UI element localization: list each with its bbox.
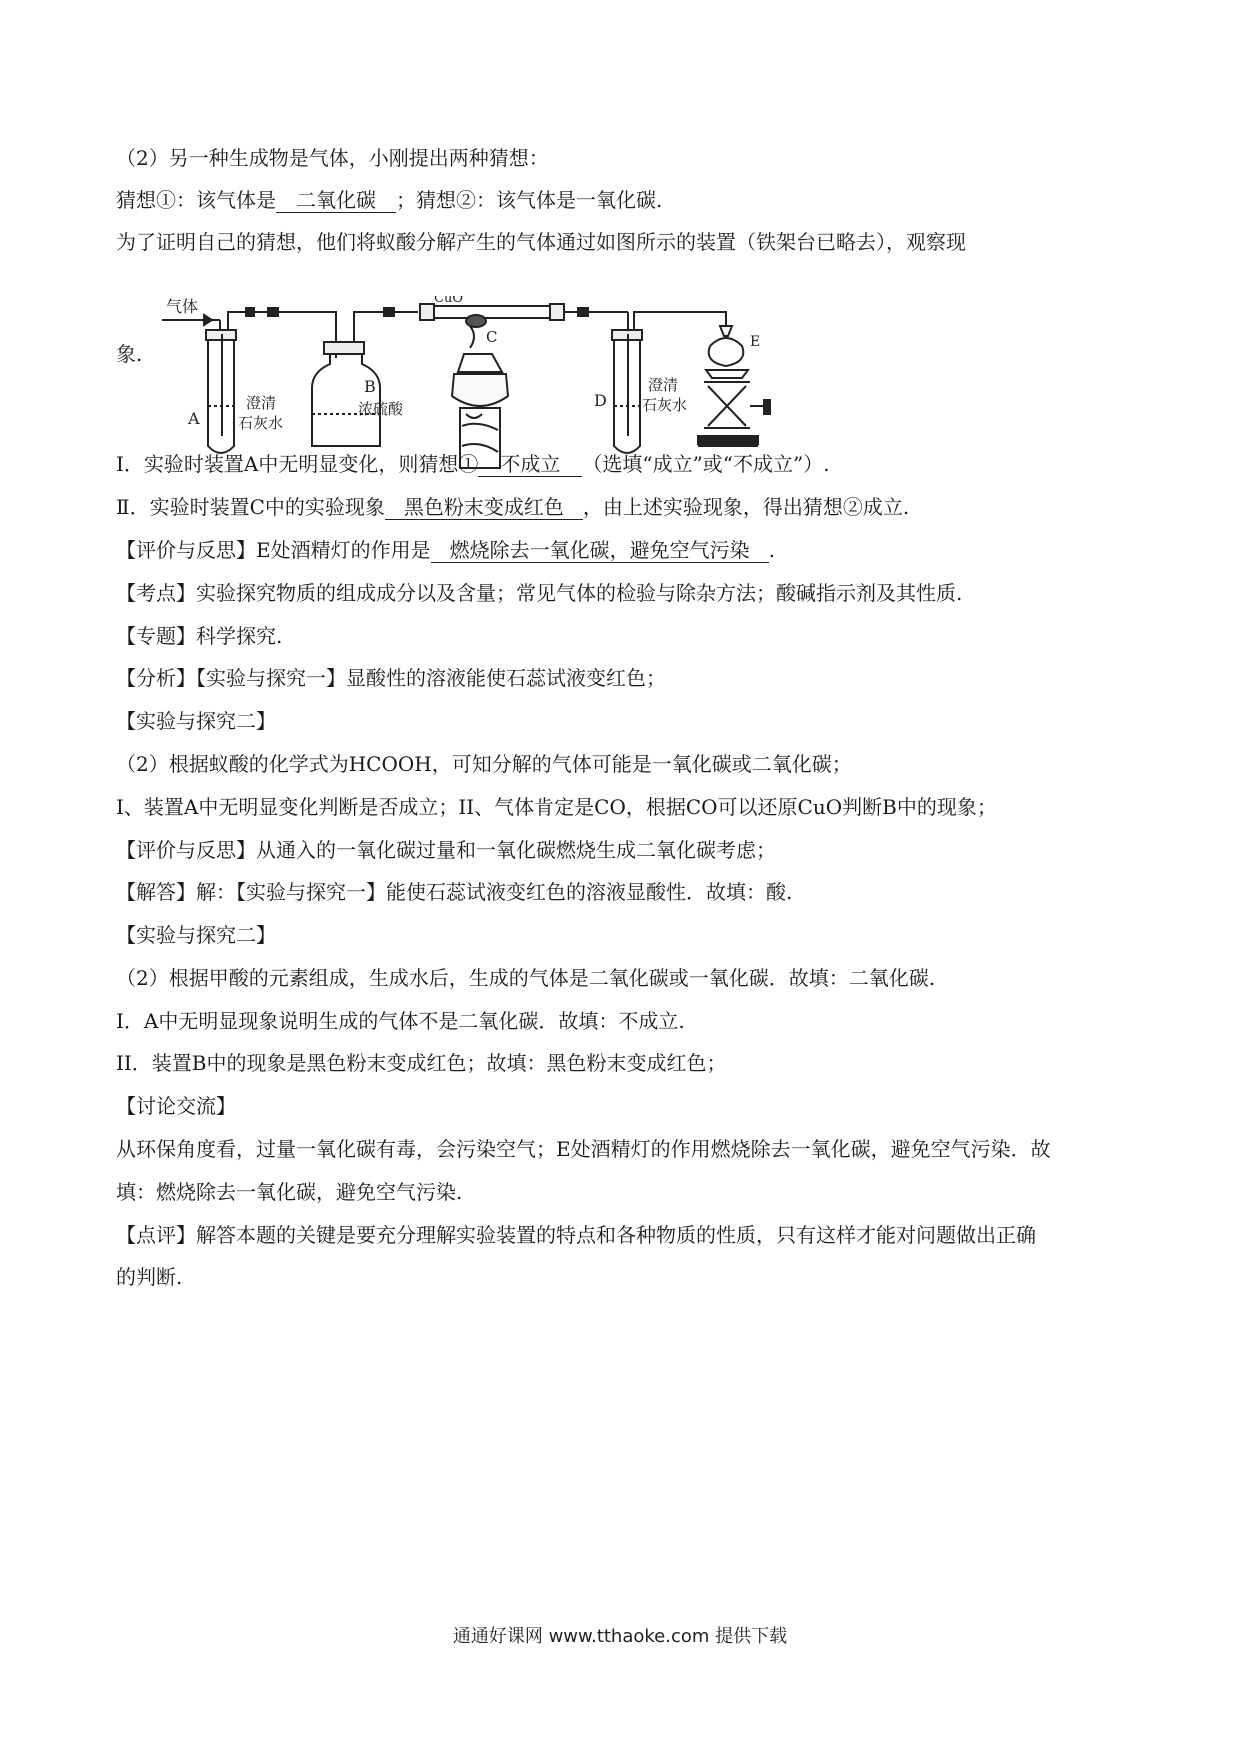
paragraph: 【分析】【实验与探究一】显酸性的溶液能使石蕊试液变红色；: [116, 666, 666, 690]
answer-blank: 不成立: [478, 452, 582, 477]
paragraph: 填：燃烧除去一氧化碳，避免空气污染.: [116, 1180, 463, 1204]
text: .: [768, 538, 775, 562]
paragraph: [116, 186, 1136, 214]
paragraph: II．装置B中的现象是黑色粉末变成红色；故填：黑色粉末变成红色；: [116, 1051, 727, 1075]
paragraph: [116, 536, 1136, 564]
page-footer: 通通好课网 www.tthaoke.com 提供下载: [452, 1626, 788, 1647]
text: 【评价与反思】E处酒精灯的作用是: [116, 538, 431, 562]
b-text: 浓硫酸: [358, 400, 404, 418]
answer-blank: 二氧化碳: [276, 188, 396, 213]
text: Ⅱ．实验时装置C中的实验现象: [116, 495, 385, 519]
answer-blank: 燃烧除去一氧化碳，避免空气污染: [431, 538, 769, 563]
paragraph: 象.: [116, 342, 143, 366]
label-c: C: [486, 328, 498, 346]
d-text-2: 石灰水: [642, 396, 688, 414]
paragraph: 的判断.: [116, 1265, 183, 1289]
paragraph: 从环保角度看，过量一氧化碳有毒，会污染空气；E处酒精灯的作用燃烧除去一氧化碳，避免空气污染．故: [116, 1137, 1051, 1161]
text: 猜想①：该气体是: [116, 188, 276, 212]
gas-label: 气体: [166, 297, 199, 316]
paragraph: 【专题】科学探究.: [116, 624, 283, 648]
paragraph: 为了证明自己的猜想，他们将蚁酸分解产生的气体通过如图所示的装置（铁架台已略去），观察现: [116, 230, 966, 254]
paragraph: 【讨论交流】: [116, 1094, 236, 1118]
label-d: D: [594, 391, 607, 410]
paragraph: 【评价与反思】从通入的一氧化碳过量和一氧化碳燃烧生成二氧化碳考虑；: [116, 838, 776, 862]
label-b: B: [364, 377, 376, 396]
paragraph: 【实验与探究二】: [116, 923, 276, 947]
paragraph: （2）根据甲酸的元素组成，生成水后，生成的气体是二氧化碳或一氧化碳．故填：二氧化碳.: [116, 966, 936, 990]
paragraph: I．A中无明显现象说明生成的气体不是二氧化碳．故填：不成立.: [116, 1009, 685, 1033]
paragraph: （2）另一种生成物是气体，小刚提出两种猜想：: [116, 146, 549, 170]
label-a: A: [188, 409, 200, 428]
text: Ⅰ．实验时装置A中无明显变化，则猜想①: [116, 452, 479, 476]
label-e: E: [750, 334, 761, 350]
answer-blank: 黑色粉末变成红色: [385, 495, 583, 520]
text: （选填“成立”或“不成立”）.: [582, 452, 830, 476]
paragraph: 【实验与探究二】: [116, 709, 276, 733]
paragraph: [116, 450, 1136, 478]
paragraph: 【解答】解：【实验与探究一】能使石蕊试液变红色的溶液显酸性．故填：酸.: [116, 880, 793, 904]
a-text-2: 石灰水: [238, 414, 284, 432]
d-text-1: 澄清: [648, 376, 679, 394]
paragraph: I、装置A中无明显变化判断是否成立；II、气体肯定是CO，根据CO可以还原CuO判断B中的现象；: [116, 795, 997, 819]
a-text-1: 澄清: [246, 394, 277, 412]
paragraph: （2）根据蚁酸的化学式为HCOOH，可知分解的气体可能是一氧化碳或二氧化碳；: [116, 752, 852, 776]
paragraph: 【点评】解答本题的关键是要充分理解实验装置的特点和各种物质的性质，只有这样才能对问题做出正确: [116, 1223, 1036, 1247]
text: ，由上述实验现象，得出猜想②成立.: [582, 495, 910, 519]
text: ；猜想②：该气体是一氧化碳.: [396, 188, 663, 212]
cuo-label: CuO: [434, 296, 463, 306]
paragraph: 【考点】实验探究物质的组成成分以及含量；常见气体的检验与除杂方法；酸碱指示剂及其性质.: [116, 581, 963, 605]
paragraph: [116, 493, 1136, 521]
